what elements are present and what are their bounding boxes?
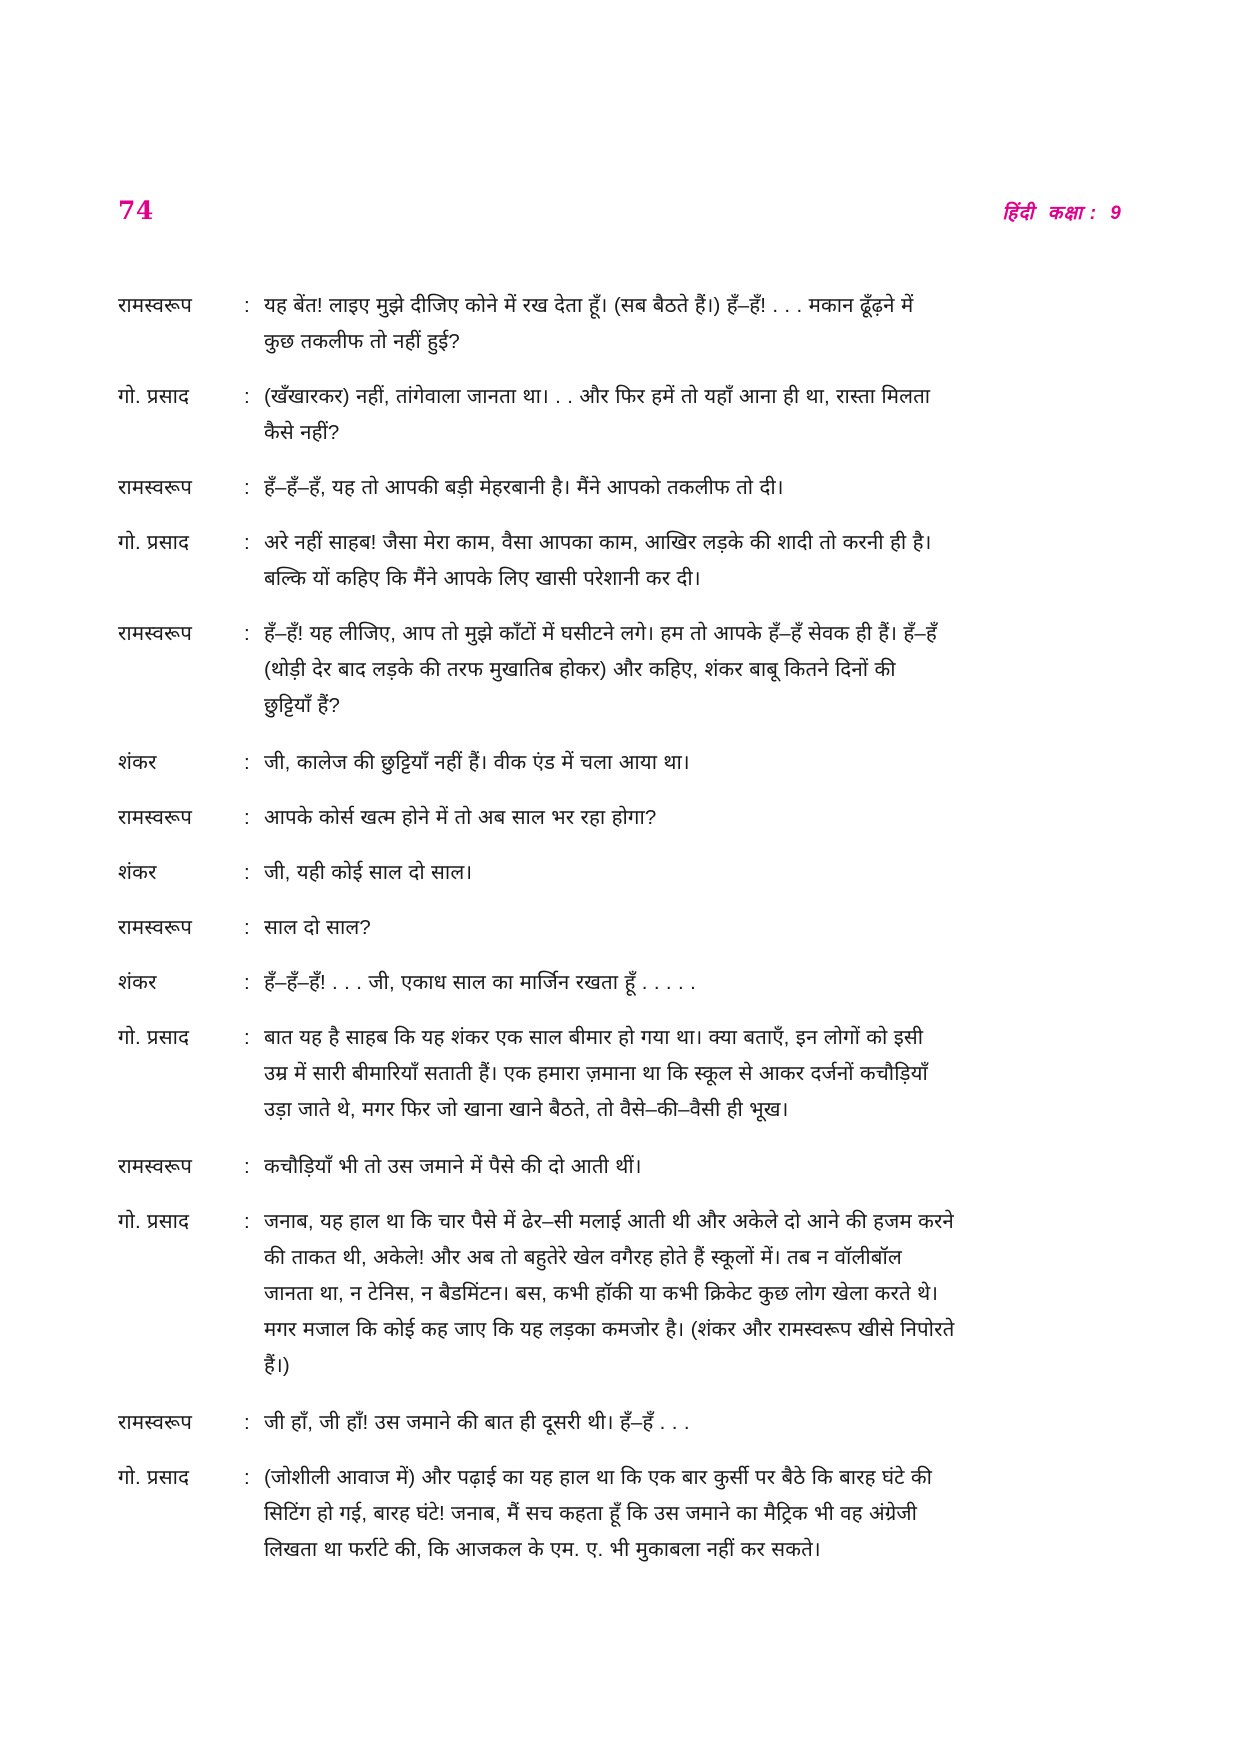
dialogue-line: हैं।) <box>264 1354 290 1377</box>
speaker-colon: : <box>244 971 250 994</box>
speaker-name: गो. प्रसाद <box>118 531 190 554</box>
speaker-colon: : <box>244 1411 250 1434</box>
speaker-colon: : <box>244 294 250 317</box>
dialogue-turn <box>118 470 1124 506</box>
speaker-colon: : <box>244 861 250 884</box>
speaker-name: गो. प्रसाद <box>118 385 190 408</box>
dialogue-text <box>264 525 1124 597</box>
speaker-colon: : <box>244 806 250 829</box>
speaker-colon: : <box>244 751 250 774</box>
dialogue-script <box>118 288 1124 1589</box>
speaker-colon: : <box>244 1026 250 1049</box>
dialogue-turn <box>118 1020 1124 1128</box>
dialogue-text <box>264 855 1124 891</box>
dialogue-text <box>264 1460 1124 1568</box>
dialogue-line: अरे नहीं साहब! जैसा मेरा काम, वैसा आपका काम, आखिर लड़के की शादी तो करनी ही है। <box>264 531 932 554</box>
speaker-colon: : <box>244 1210 250 1233</box>
speaker-name: रामस्वरूप <box>118 806 193 829</box>
dialogue-line: (खँखारकर) नहीं, तांगेवाला जानता था। . . और फिर हमें तो यहाँ आना ही था, रास्ता मिलता <box>264 385 931 408</box>
dialogue-line: हँ–हँ–हँ! . . . जी, एकाध साल का मार्जिन रखता हूँ . . . . . <box>264 971 696 994</box>
speaker-name: रामस्वरूप <box>118 1411 193 1434</box>
speaker-name: रामस्वरूप <box>118 1155 193 1178</box>
speaker-colon: : <box>244 916 250 939</box>
speaker-name: गो. प्रसाद <box>118 1210 190 1233</box>
speaker-name: रामस्वरूप <box>118 294 193 317</box>
dialogue-turn <box>118 745 1124 781</box>
dialogue-line: की ताकत थी, अकेले! और अब तो बहुतेरे खेल वगैरह होते हैं स्कूलों में। तब न वॉलीबॉल <box>264 1246 902 1269</box>
dialogue-line: साल दो साल? <box>264 916 371 939</box>
dialogue-line: जी, यही कोई साल दो साल। <box>264 861 473 884</box>
speaker-colon: : <box>244 1466 250 1489</box>
dialogue-text <box>264 379 1124 451</box>
dialogue-text <box>264 616 1124 724</box>
speaker-name: शंकर <box>118 971 157 994</box>
dialogue-turn <box>118 525 1124 597</box>
dialogue-line: (जोशीली आवाज में) और पढ़ाई का यह हाल था कि एक बार कुर्सी पर बैठे कि बारह घंटे की <box>264 1466 933 1489</box>
dialogue-line: मगर मजाल कि कोई कह जाए कि यह लड़का कमजोर है। (शंकर और रामस्वरूप खीसे निपोरते <box>264 1318 955 1341</box>
dialogue-line: छुट्टियाँ हैं? <box>264 694 340 717</box>
dialogue-text <box>264 1204 1124 1384</box>
dialogue-turn <box>118 800 1124 836</box>
speaker-name: शंकर <box>118 751 157 774</box>
dialogue-line: लिखता था फर्राटे की, कि आजकल के एम. ए. भी मुकाबला नहीं कर सकते। <box>264 1538 821 1561</box>
speaker-colon: : <box>244 1155 250 1178</box>
dialogue-text <box>264 965 1124 1001</box>
dialogue-line: जनाब, यह हाल था कि चार पैसे में ढेर–सी मलाई आती थी और अकेले दो आने की हजम करने <box>264 1210 954 1233</box>
dialogue-line: आपके कोर्स खत्म होने में तो अब साल भर रहा होगा? <box>264 806 657 829</box>
dialogue-line: जी हाँ, जी हाँ! उस जमाने की बात ही दूसरी थी। हँ–हँ . . . <box>264 1411 690 1434</box>
dialogue-line: बात यह है साहब कि यह शंकर एक साल बीमार हो गया था। क्या बताएँ, इन लोगों को इसी <box>264 1026 924 1049</box>
speaker-colon: : <box>244 476 250 499</box>
dialogue-text <box>264 910 1124 946</box>
speaker-name: गो. प्रसाद <box>118 1026 190 1049</box>
speaker-name: रामस्वरूप <box>118 622 193 645</box>
dialogue-turn <box>118 965 1124 1001</box>
speaker-name: शंकर <box>118 861 157 884</box>
speaker-colon: : <box>244 385 250 408</box>
running-head-title: हिंदी कक्षा : 9 <box>1002 203 1122 224</box>
dialogue-text <box>264 288 1124 360</box>
dialogue-line: (थोड़ी देर बाद लड़के की तरफ मुखातिब होकर) और कहिए, शंकर बाबू कितने दिनों की <box>264 658 896 681</box>
dialogue-turn <box>118 910 1124 946</box>
dialogue-line: जानता था, न टेनिस, न बैडमिंटन। बस, कभी हॉकी या कभी क्रिकेट कुछ लोग खेला करते थे। <box>264 1282 939 1305</box>
dialogue-text <box>264 745 1124 781</box>
dialogue-turn <box>118 288 1124 360</box>
speaker-name: गो. प्रसाद <box>118 1466 190 1489</box>
running-head <box>118 196 1122 225</box>
dialogue-text <box>264 800 1124 836</box>
dialogue-line: कचौड़ियाँ भी तो उस जमाने में पैसे की दो आती थीं। <box>264 1155 642 1178</box>
dialogue-line: कुछ तकलीफ तो नहीं हुई? <box>264 330 460 353</box>
dialogue-turn <box>118 379 1124 451</box>
speaker-name: रामस्वरूप <box>118 476 193 499</box>
dialogue-line: जी, कालेज की छुट्टियाँ नहीं हैं। वीक एंड में चला आया था। <box>264 751 690 774</box>
dialogue-line: हँ–हँ–हँ, यह तो आपकी बड़ी मेहरबानी है। मैंने आपको तकलीफ तो दी। <box>264 476 784 499</box>
dialogue-line: सिटिंग हो गई, बारह घंटे! जनाब, मैं सच कहता हूँ कि उस जमाने का मैट्रिक भी वह अंग्रेजी <box>264 1502 917 1525</box>
dialogue-line: यह बेंत! लाइए मुझे दीजिए कोने में रख देता हूँ। (सब बैठते हैं।) हँ–हँ! . . . मकान ढूँढ़ने में <box>264 294 914 317</box>
dialogue-text <box>264 1149 1124 1185</box>
dialogue-text <box>264 470 1124 506</box>
dialogue-turn <box>118 1460 1124 1568</box>
dialogue-line: उड़ा जाते थे, मगर फिर जो खाना खाने बैठते, तो वैसे–की–वैसी ही भूख। <box>264 1098 789 1121</box>
dialogue-turn <box>118 1204 1124 1384</box>
dialogue-text <box>264 1405 1124 1441</box>
dialogue-line: बल्कि यों कहिए कि मैंने आपके लिए खासी परेशानी कर दी। <box>264 567 701 590</box>
dialogue-line: उम्र में सारी बीमारियाँ सताती हैं। एक हमारा ज़माना था कि स्कूल से आकर दर्जनों कचौड़ियाँ <box>264 1062 928 1085</box>
dialogue-turn <box>118 616 1124 724</box>
dialogue-line: कैसे नहीं? <box>264 421 340 444</box>
dialogue-turn <box>118 1149 1124 1185</box>
dialogue-turn <box>118 855 1124 891</box>
speaker-colon: : <box>244 531 250 554</box>
page-number: 74 <box>118 196 154 225</box>
speaker-name: रामस्वरूप <box>118 916 193 939</box>
speaker-colon: : <box>244 622 250 645</box>
dialogue-line: हँ–हँ! यह लीजिए, आप तो मुझे काँटों में घसीटने लगे। हम तो आपके हँ–हँ सेवक ही हैं। हँ–हँ <box>264 622 937 645</box>
dialogue-turn <box>118 1405 1124 1441</box>
dialogue-text <box>264 1020 1124 1128</box>
